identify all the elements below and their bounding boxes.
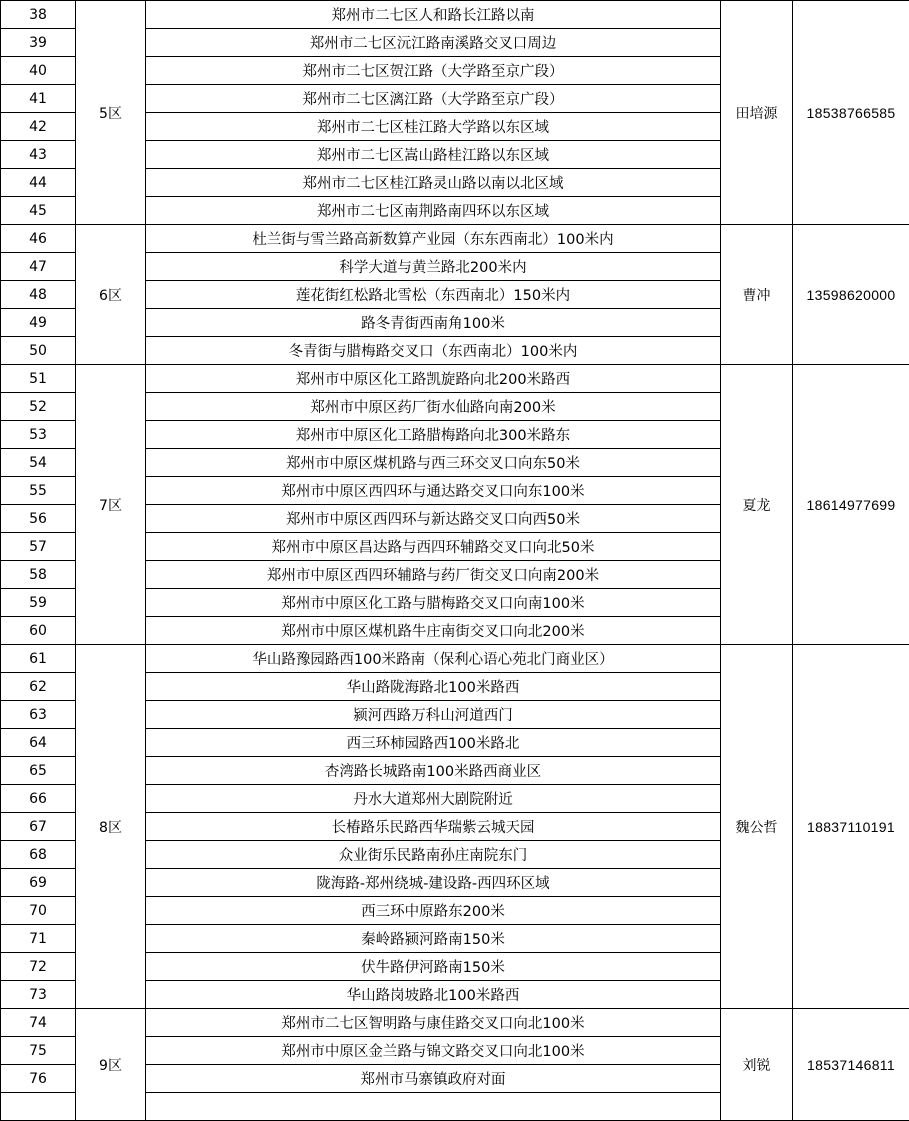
zone-cell: 8区 — [76, 645, 146, 1009]
row-number-cell: 59 — [1, 589, 76, 617]
row-number-cell: 51 — [1, 365, 76, 393]
row-number-cell: 55 — [1, 477, 76, 505]
contact-phone-cell: 18614977699 — [793, 365, 909, 645]
address-cell: 郑州市二七区贺江路（大学路至京广段） — [146, 57, 721, 85]
address-cell: 郑州市二七区漓江路（大学路至京广段） — [146, 85, 721, 113]
row-number-cell: 75 — [1, 1037, 76, 1065]
zone-cell: 6区 — [76, 225, 146, 365]
row-number-cell: 74 — [1, 1009, 76, 1037]
row-number-cell: 47 — [1, 253, 76, 281]
contact-phone-cell: 18837110191 — [793, 645, 909, 1009]
row-number-cell: 65 — [1, 757, 76, 785]
address-cell: 郑州市中原区化工路与腊梅路交叉口向南100米 — [146, 589, 721, 617]
row-number-cell: 39 — [1, 29, 76, 57]
address-cell: 杜兰街与雪兰路高新数算产业园（东东西南北）100米内 — [146, 225, 721, 253]
row-number-cell: 73 — [1, 981, 76, 1009]
address-cell: 郑州市中原区化工路腊梅路向北300米路东 — [146, 421, 721, 449]
row-number-cell: 48 — [1, 281, 76, 309]
zone-cell: 9区 — [76, 1009, 146, 1121]
row-number-cell: 70 — [1, 897, 76, 925]
contact-phone-cell: 13598620000 — [793, 225, 909, 365]
row-number-cell: 58 — [1, 561, 76, 589]
row-number-cell: 53 — [1, 421, 76, 449]
address-cell: 杏湾路长城路南100米路西商业区 — [146, 757, 721, 785]
row-number-cell: 40 — [1, 57, 76, 85]
address-cell: 科学大道与黄兰路北200米内 — [146, 253, 721, 281]
contact-person-cell: 夏龙 — [721, 365, 793, 645]
table-row — [1, 365, 909, 393]
address-cell: 华山路岗坡路北100米路西 — [146, 981, 721, 1009]
table-row — [1, 1009, 909, 1037]
address-cell: 郑州市中原区煤机路与西三环交叉口向东50米 — [146, 449, 721, 477]
address-cell: 郑州市二七区桂江路灵山路以南以北区域 — [146, 169, 721, 197]
address-cell: 郑州市二七区南荆路南四环以东区域 — [146, 197, 721, 225]
table-row — [1, 1, 909, 29]
address-cell: 秦岭路颍河路南150米 — [146, 925, 721, 953]
row-number-cell: 44 — [1, 169, 76, 197]
address-cell: 西三环中原路东200米 — [146, 897, 721, 925]
address-cell: 伏牛路伊河路南150米 — [146, 953, 721, 981]
address-cell: 郑州市二七区智明路与康佳路交叉口向北100米 — [146, 1009, 721, 1037]
row-number-cell: 69 — [1, 869, 76, 897]
table-row — [1, 225, 909, 253]
row-number-cell: 61 — [1, 645, 76, 673]
row-number-cell: 63 — [1, 701, 76, 729]
address-cell: 郑州市中原区西四环与通达路交叉口向东100米 — [146, 477, 721, 505]
address-cell: 郑州市二七区嵩山路桂江路以东区域 — [146, 141, 721, 169]
address-cell: 郑州市中原区西四环与新达路交叉口向西50米 — [146, 505, 721, 533]
table-row — [1, 645, 909, 673]
address-cell: 路冬青街西南角100米 — [146, 309, 721, 337]
address-cell: 西三环柿园路西100米路北 — [146, 729, 721, 757]
row-number-cell: 52 — [1, 393, 76, 421]
address-cell: 郑州市中原区金兰路与锦文路交叉口向北100米 — [146, 1037, 721, 1065]
row-number-cell: 64 — [1, 729, 76, 757]
address-cell: 丹水大道郑州大剧院附近 — [146, 785, 721, 813]
row-number-cell: 38 — [1, 1, 76, 29]
contact-person-cell: 刘锐 — [721, 1009, 793, 1121]
address-cell: 郑州市二七区沅江路南溪路交叉口周边 — [146, 29, 721, 57]
address-cell: 华山路豫园路西100米路南（保利心语心苑北门商业区） — [146, 645, 721, 673]
address-cell: 郑州市中原区药厂街水仙路向南200米 — [146, 393, 721, 421]
row-number-cell: 60 — [1, 617, 76, 645]
row-number-cell: 46 — [1, 225, 76, 253]
row-number-cell: 56 — [1, 505, 76, 533]
address-cell: 陇海路-郑州绕城-建设路-西四环区域 — [146, 869, 721, 897]
row-number-cell: 57 — [1, 533, 76, 561]
address-cell: 郑州市马寨镇政府对面 — [146, 1065, 721, 1093]
address-cell: 郑州市中原区煤机路牛庄南街交叉口向北200米 — [146, 617, 721, 645]
address-cell: 郑州市中原区化工路凯旋路向北200米路西 — [146, 365, 721, 393]
contact-person-cell: 魏公哲 — [721, 645, 793, 1009]
contact-person-cell: 曹冲 — [721, 225, 793, 365]
address-cell: 长椿路乐民路西华瑞紫云城天园 — [146, 813, 721, 841]
address-cell: 郑州市二七区桂江路大学路以东区域 — [146, 113, 721, 141]
row-number-cell: 68 — [1, 841, 76, 869]
contact-person-cell: 田培源 — [721, 1, 793, 225]
address-cell: 众业街乐民路南孙庄南院东门 — [146, 841, 721, 869]
row-number-cell: 41 — [1, 85, 76, 113]
row-number-cell: 50 — [1, 337, 76, 365]
row-number-cell: 62 — [1, 673, 76, 701]
address-cell: 莲花街红松路北雪松（东西南北）150米内 — [146, 281, 721, 309]
address-cell: 郑州市中原区西四环辅路与药厂街交叉口向南200米 — [146, 561, 721, 589]
row-number-cell: 67 — [1, 813, 76, 841]
row-number-cell: 66 — [1, 785, 76, 813]
address-cell: 郑州市中原区昌达路与西四环辅路交叉口向北50米 — [146, 533, 721, 561]
row-number-cell: 43 — [1, 141, 76, 169]
row-number-cell: 42 — [1, 113, 76, 141]
address-cell: 华山路陇海路北100米路西 — [146, 673, 721, 701]
row-number-cell: 54 — [1, 449, 76, 477]
row-number-cell: 71 — [1, 925, 76, 953]
row-number-cell: 49 — [1, 309, 76, 337]
row-number-cell: 72 — [1, 953, 76, 981]
address-cell: 郑州市二七区人和路长江路以南 — [146, 1, 721, 29]
contact-phone-cell: 18537146811 — [793, 1009, 909, 1121]
zone-cell: 7区 — [76, 365, 146, 645]
address-cell: 颍河西路万科山河道西门 — [146, 701, 721, 729]
address-cell: 冬青街与腊梅路交叉口（东西南北）100米内 — [146, 337, 721, 365]
zone-cell: 5区 — [76, 1, 146, 225]
table-body — [1, 1, 909, 1121]
row-number-cell: 76 — [1, 1065, 76, 1093]
contact-phone-cell: 18538766585 — [793, 1, 909, 225]
row-number-cell: 45 — [1, 197, 76, 225]
